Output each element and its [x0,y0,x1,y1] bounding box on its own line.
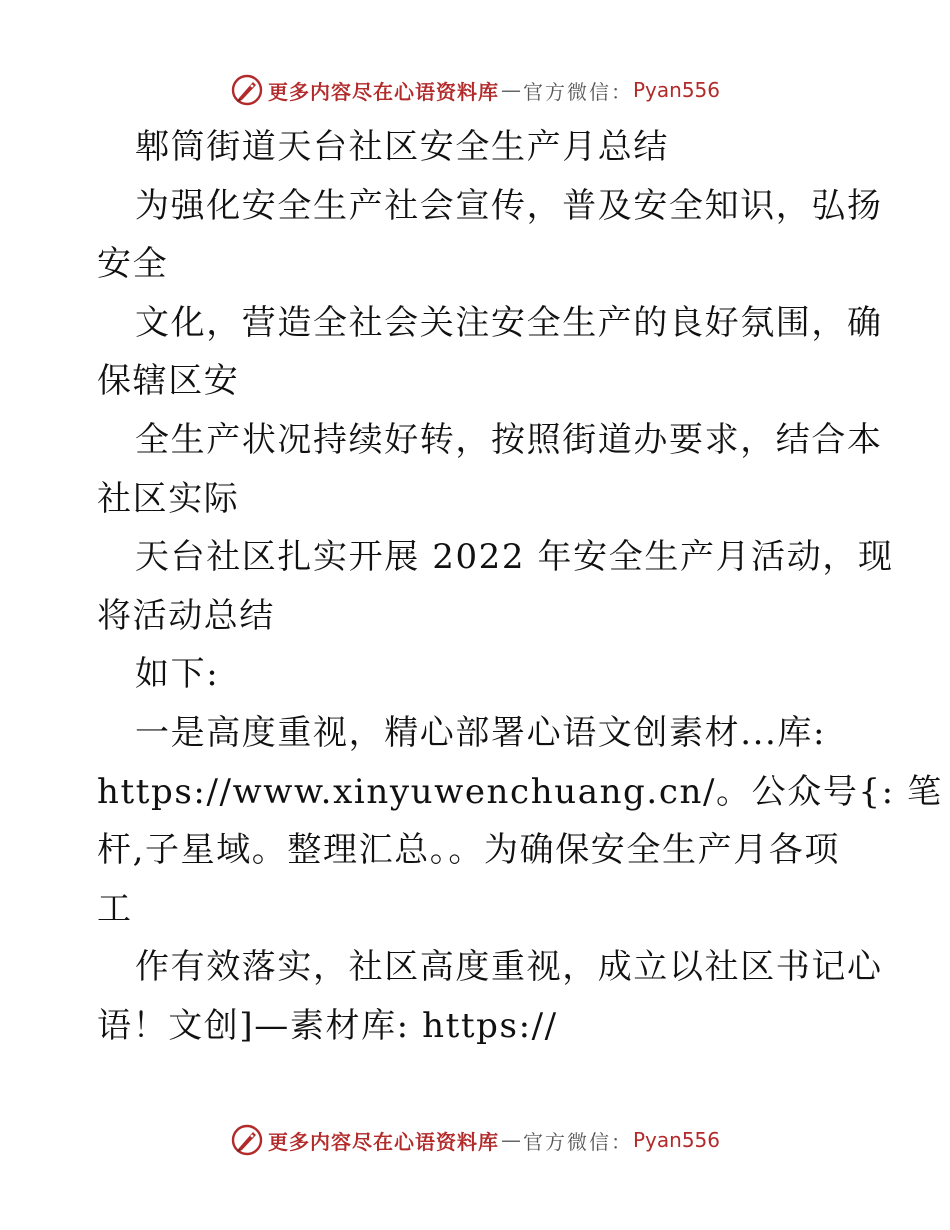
paragraph-line: 安全 [97,244,169,285]
paragraph-line: 社区实际 [97,478,240,519]
banner-official-label: 官方微信： [522,79,633,104]
paragraph-line: 语！文创]—素材库: https:// [97,1005,558,1046]
paragraph-line: 一是高度重视，精心部署心语文创素材...库: [135,712,827,753]
paragraph-line: 将活动总结 [97,595,275,636]
banner-dash: — [500,1128,521,1152]
paragraph-line: 天台社区扎实开展 2022 年安全生产月活动，现 [135,537,894,578]
banner-promo-text: 更多内容尽在心语资料库 [267,1129,499,1154]
banner-wechat-id: Pyan556 [632,1128,720,1152]
banner-wechat-id: Pyan556 [632,78,720,102]
paragraph-line: 保辖区安 [97,361,240,402]
banner-promo-text: 更多内容尽在心语资料库 [267,79,499,104]
document-title: 郫筒街道天台社区安全生产月总结 [135,127,669,167]
document-body [97,118,943,1056]
paragraph-line: 全生产状况持续好转，按照街道办要求，结合本 [135,419,883,460]
footer-watermark-banner [0,1120,950,1160]
banner-dash: — [500,78,521,102]
paragraph-line: 如下: [135,654,220,695]
header-watermark-banner [0,70,950,110]
paragraph-line: 为强化安全生产社会宣传，普及安全知识，弘扬 [135,185,883,226]
paragraph-line-url: https://www.xinyuwenchuang.cn/。公众号{: 笔 [97,771,943,812]
banner-official-label: 官方微信： [522,1129,633,1154]
paragraph-line: 杆,子星域。整理汇总。。为确保安全生产月各项 [97,830,841,871]
paragraph-line: 作有效落实，社区高度重视，成立以社区书记心 [135,947,883,988]
paragraph-line: 文化，营造全社会关注安全生产的良好氛围，确 [135,302,883,343]
quill-pen-logo-icon [230,73,264,107]
paragraph-line: 工 [97,888,133,929]
quill-pen-logo-icon [230,1123,264,1157]
